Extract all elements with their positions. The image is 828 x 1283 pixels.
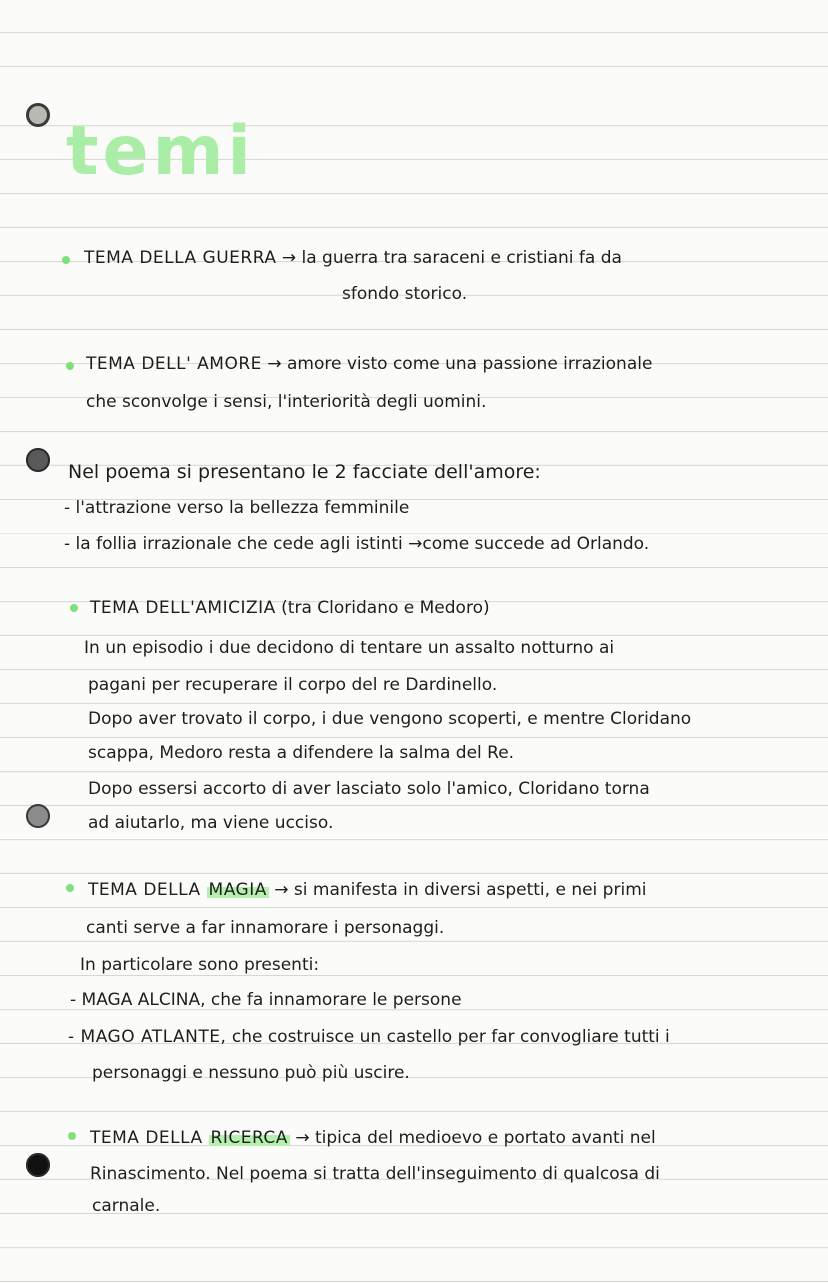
tema-magia-heading-prefix: TEMA DELLA — [88, 880, 207, 900]
tema-magia-text: si manifesta in diversi aspetti, e nei primi — [293, 880, 647, 900]
tema-amicizia-line-6: ad aiutarlo, ma viene ucciso. — [88, 813, 334, 833]
poema-line-1: Nel poema si presentano le 2 facciate dell'amore: — [68, 461, 541, 483]
tema-guerra-text: la guerra tra saraceni e cristiani fa da — [301, 248, 622, 268]
tema-guerra-heading: TEMA DELLA GUERRA — [84, 248, 277, 268]
tema-magia-line-1 — [88, 880, 646, 900]
tema-guerra-line-1 — [84, 248, 622, 268]
arrow-icon: → — [267, 354, 282, 374]
tema-magia-line-5 — [68, 1027, 670, 1047]
tema-ricerca-line-3: carnale. — [92, 1196, 161, 1216]
tema-amicizia-line-4: scappa, Medoro resta a difendere la salma del Re. — [88, 743, 515, 763]
tema-magia-heading-highlight: MAGIA — [208, 880, 267, 900]
arrow-icon: → — [295, 1128, 310, 1148]
tema-amicizia-line-3: Dopo aver trovato il corpo, i due vengono scoperti, e mentre Cloridano — [88, 709, 692, 729]
bullet-icon — [70, 604, 78, 612]
tema-amore-text: amore visto come una passione irrazionale — [286, 354, 653, 374]
tema-ricerca-text: tipica del medioevo e portato avanti nel — [315, 1128, 656, 1148]
binder-hole-icon — [26, 804, 50, 828]
tema-ricerca-line-2: Rinascimento. Nel poema si tratta dell'inseguimento di qualcosa di — [90, 1164, 660, 1184]
tema-amicizia-line-5: Dopo essersi accorto di aver lasciato solo l'amico, Cloridano torna — [88, 779, 650, 799]
bullet-icon — [68, 1132, 76, 1140]
tema-magia-mago-atlante: - MAGO ATLANTE, — [68, 1027, 227, 1047]
tema-magia-line-4: - MAGA ALCINA, che fa innamorare le persone — [70, 990, 462, 1010]
binder-hole-icon — [26, 448, 50, 472]
tema-guerra-line-2: sfondo storico. — [342, 284, 468, 304]
tema-amore-heading: TEMA DELL' AMORE — [86, 354, 262, 374]
tema-amore-line-1 — [86, 354, 652, 374]
tema-magia-line-6: personaggi e nessuno può più uscire. — [92, 1063, 410, 1083]
poema-line-3: - la follia irrazionale che cede agli istinti →come succede ad Orlando. — [64, 534, 650, 554]
tema-ricerca-heading-highlight: RICERCA — [210, 1128, 288, 1148]
tema-amicizia-line-1: In un episodio i due decidono di tentare un assalto notturno ai — [84, 638, 615, 658]
bullet-icon — [62, 256, 70, 264]
tema-amore-line-2: che sconvolge i sensi, l'interiorità degli uomini. — [86, 392, 487, 412]
tema-ricerca-heading-prefix: TEMA DELLA — [90, 1128, 209, 1148]
binder-hole-icon — [26, 103, 50, 127]
arrow-icon: → — [281, 248, 297, 268]
poema-line-2: - l'attrazione verso la bellezza femminile — [64, 498, 410, 518]
tema-amicizia-line-heading — [90, 598, 490, 618]
binder-hole-icon — [26, 1153, 50, 1177]
page-title: temi — [66, 112, 255, 191]
bullet-icon — [66, 884, 74, 892]
bullet-icon — [66, 362, 74, 370]
tema-magia-line-3: In particolare sono presenti: — [80, 955, 320, 975]
tema-amicizia-heading: TEMA DELL'AMICIZIA — [90, 598, 276, 618]
tema-magia-line-5-text: che costruisce un castello per far convogliare tutti i — [231, 1027, 670, 1047]
tema-amicizia-line-2: pagani per recuperare il corpo del re Dardinello. — [88, 675, 498, 695]
tema-magia-line-2: canti serve a far innamorare i personaggi. — [86, 918, 445, 938]
arrow-icon: → — [274, 880, 289, 900]
tema-ricerca-line-1 — [90, 1128, 656, 1148]
tema-amicizia-note: (tra Cloridano e Medoro) — [281, 598, 490, 618]
